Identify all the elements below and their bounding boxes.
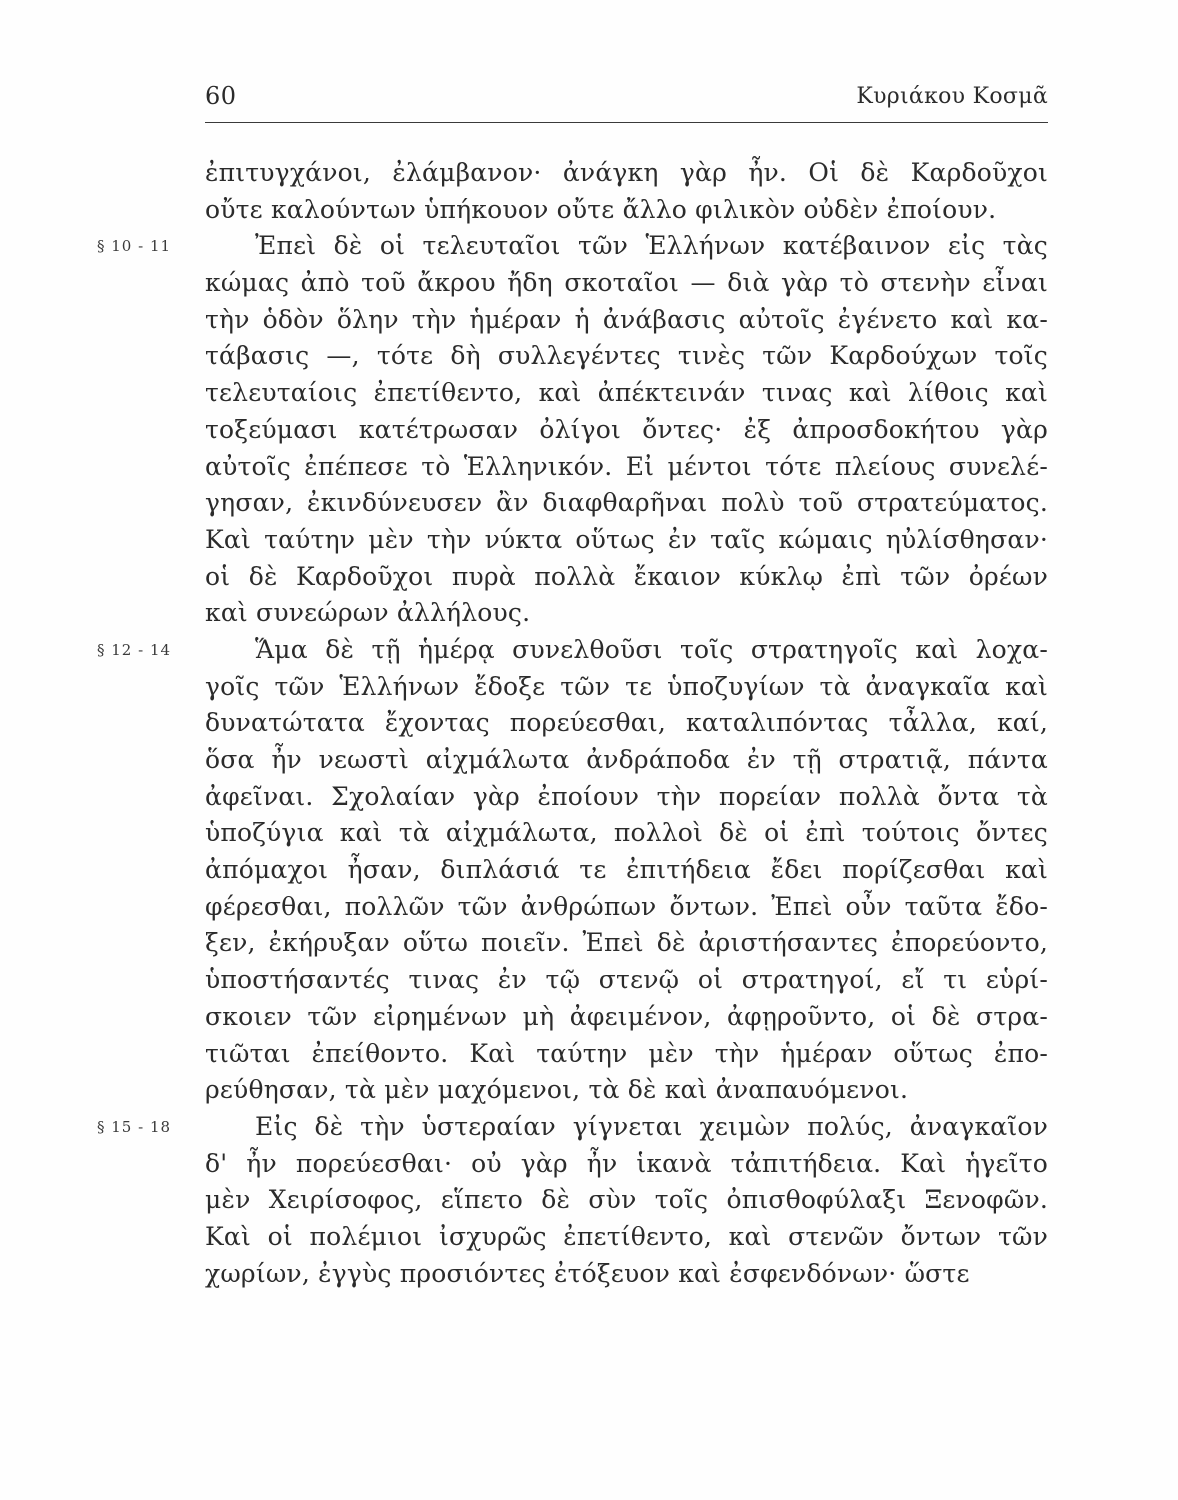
text-line [205, 559, 1048, 596]
body-text [97, 155, 1048, 1292]
text-line [205, 522, 1048, 559]
line-text: Ἅμα δὲ τῇ ἡμέρᾳ συνελθοῦσι τοῖς στρατηγοῖς καὶ λοχα- [255, 634, 1048, 664]
margin-section-ref: § 15 - 18 [97, 1117, 172, 1136]
line-text: ὑποστήσαντές τινας ἐν τῷ στενῷ οἱ στρατηγοί, εἴ τι εὑρί- [205, 965, 1048, 995]
line-text: ρεύθησαν, τὰ μὲν μαχόμενοι, τὰ δὲ καὶ ἀναπαυόμενοι. [205, 1075, 909, 1105]
line-text: τοξεύμασι κατέτρωσαν ὀλίγοι ὄντες· ἐξ ἀπροσδοκήτου γὰρ [205, 414, 1048, 444]
text-line [205, 595, 1048, 632]
text-line [205, 192, 1048, 229]
text-line [205, 1256, 1048, 1293]
line-text: Καὶ οἱ πολέμιοι ἰσχυρῶς ἐπετίθεντο, καὶ στενῶν ὄντων τῶν [205, 1221, 1048, 1251]
line-text: σκοιεν τῶν εἰρημένων μὴ ἀφειμένον, ἀφῃροῦντο, οἱ δὲ στρα- [205, 1001, 1048, 1031]
text-line [205, 155, 1048, 192]
text-line [205, 1036, 1048, 1073]
line-text: τὴν ὁδὸν ὅλην τὴν ἡμέραν ἡ ἀνάβασις αὐτοῖς ἐγένετο καὶ κα- [205, 304, 1048, 334]
line-text: ὑποζύγια καὶ τὰ αἰχμάλωτα, πολλοὶ δὲ οἱ ἐπὶ τούτοις ὄντες [205, 818, 1048, 848]
text-line [205, 338, 1048, 375]
text-line [205, 962, 1048, 999]
text-line [205, 1182, 1048, 1219]
text-line [205, 1146, 1048, 1183]
text-line [205, 815, 1048, 852]
running-head: Κυριάκου Κοσμᾶ [856, 84, 1048, 109]
paragraph [205, 155, 1048, 228]
line-text: Καὶ ταύτην μὲν τὴν νύκτα οὕτως ἐν ταῖς κώμαις ηὐλίσθησαν· [205, 524, 1048, 554]
line-text: μὲν Χειρίσοφος, εἵπετο δὲ σὺν τοῖς ὀπισθοφύλαξι Ξενοφῶν. [205, 1185, 1048, 1215]
line-text: γοῖς τῶν Ἑλλήνων ἔδοξε τῶν τε ὑποζυγίων τὰ ἀναγκαῖα καὶ [205, 671, 1048, 701]
line-text: ἐπιτυγχάνοι, ἐλάμβανον· ἀνάγκη γὰρ ἦν. Οἱ δὲ Καρδοῦχοι [205, 158, 1048, 187]
page-number: 60 [205, 82, 237, 110]
text-line [205, 375, 1048, 412]
text-line [205, 779, 1048, 816]
paragraph [97, 632, 1048, 1109]
text-line [205, 1072, 1048, 1109]
line-text: δ' ἦν πορεύεσθαι· οὐ γὰρ ἦν ἱκανὰ τἀπιτήδεια. Καὶ ἡγεῖτο [205, 1148, 1048, 1178]
text-line [205, 999, 1048, 1036]
text-line [205, 852, 1048, 889]
line-text: ἀφεῖναι. Σχολαίαν γὰρ ἐποίουν τὴν πορείαν πολλὰ ὄντα τὰ [205, 781, 1048, 811]
text-line [205, 449, 1048, 486]
text-line [205, 889, 1048, 926]
margin-section-ref: § 10 - 11 [97, 237, 172, 256]
text-line [205, 412, 1048, 449]
line-text: καὶ συνεώρων ἀλλήλους. [205, 598, 531, 628]
text-line [97, 1109, 1048, 1146]
line-text: ξεν, ἐκήρυξαν οὕτω ποιεῖν. Ἐπεὶ δὲ ἀριστήσαντες ἐπορεύοντο, [205, 928, 1048, 958]
margin-section-ref: § 12 - 14 [97, 640, 172, 659]
line-text: ἀπόμαχοι ἦσαν, διπλάσιά τε ἐπιτήδεια ἔδει πορίζεσθαι καὶ [205, 855, 1048, 885]
text-line [97, 228, 1048, 265]
text-line [97, 632, 1048, 669]
text-line [205, 705, 1048, 742]
line-text: Ἐπεὶ δὲ οἱ τελευταῖοι τῶν Ἑλλήνων κατέβαινον εἰς τὰς [255, 231, 1048, 261]
line-text: δυνατώτατα ἔχοντας πορεύεσθαι, καταλιπόντας τἆλλα, καί, [205, 708, 1048, 738]
paragraph [97, 228, 1048, 632]
line-text: φέρεσθαι, πολλῶν τῶν ἀνθρώπων ὄντων. Ἐπεὶ οὖν ταῦτα ἔδο- [205, 891, 1048, 921]
line-text: οἱ δὲ Καρδοῦχοι πυρὰ πολλὰ ἔκαιον κύκλῳ ἐπὶ τῶν ὀρέων [205, 561, 1048, 591]
paragraph [97, 1109, 1048, 1292]
line-text: Εἰς δὲ τὴν ὑστεραίαν γίγνεται χειμὼν πολύς, ἀναγκαῖον [255, 1111, 1048, 1141]
header-rule [205, 122, 1048, 123]
line-text: αὐτοῖς ἐπέπεσε τὸ Ἑλληνικόν. Εἰ μέντοι τότε πλείους συνελέ- [205, 451, 1048, 481]
line-text: χωρίων, ἐγγὺς προσιόντες ἐτόξευον καὶ ἐσφενδόνων· ὥστε [205, 1258, 970, 1288]
text-line [205, 742, 1048, 779]
text-line [205, 925, 1048, 962]
line-text: ὅσα ἦν νεωστὶ αἰχμάλωτα ἀνδράποδα ἐν τῇ στρατιᾷ, πάντα [205, 745, 1048, 774]
line-text: τιῶται ἐπείθοντο. Καὶ ταύτην μὲν τὴν ἡμέραν οὕτως ἐπο- [205, 1038, 1048, 1068]
text-line [205, 669, 1048, 706]
text-line [205, 302, 1048, 339]
text-line [205, 265, 1048, 302]
line-text: κώμας ἀπὸ τοῦ ἄκρου ἤδη σκοταῖοι — διὰ γὰρ τὸ στενὴν εἶναι [205, 268, 1048, 298]
line-text: τελευταίοις ἐπετίθεντο, καὶ ἀπέκτεινάν τινας καὶ λίθοις καὶ [205, 378, 1048, 408]
line-text: οὔτε καλούντων ὑπήκουον οὔτε ἄλλο φιλικὸν οὐδὲν ἐποίουν. [205, 194, 997, 224]
text-line [205, 1219, 1048, 1256]
line-text: τάβασις —, τότε δὴ συλλεγέντες τινὲς τῶν Καρδούχων τοῖς [205, 341, 1048, 371]
line-text: γησαν, ἐκινδύνευσεν ἂν διαφθαρῆναι πολὺ τοῦ στρατεύματος. [205, 488, 1048, 518]
text-line [205, 485, 1048, 522]
page-header [205, 82, 1048, 122]
